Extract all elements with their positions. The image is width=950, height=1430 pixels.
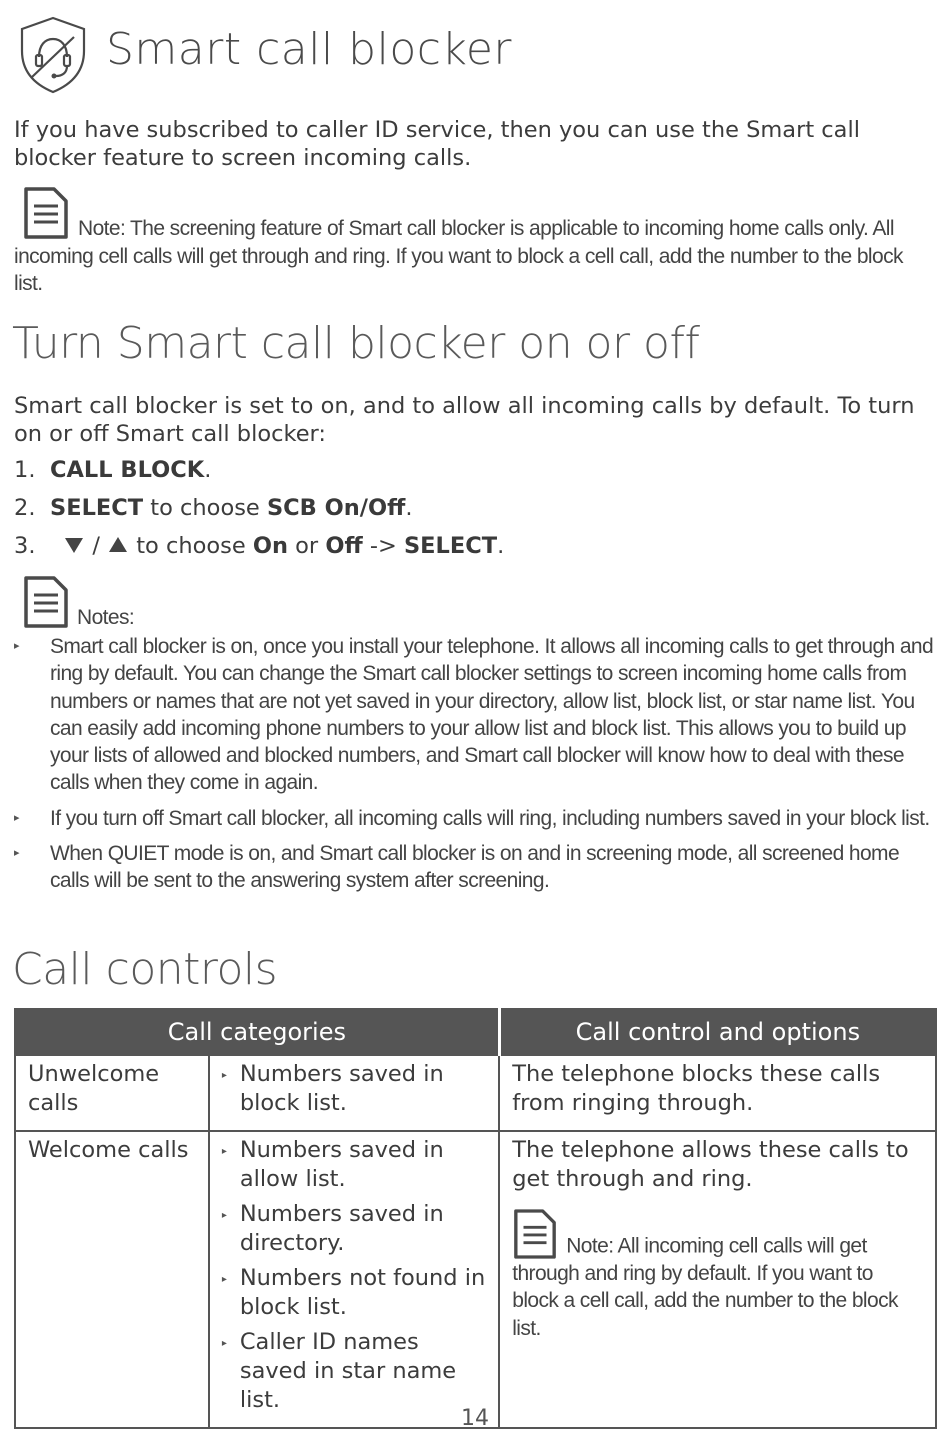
table-row	[15, 1055, 936, 1131]
section-heading-call-controls: Call controls	[12, 944, 278, 995]
category-cell: Welcome calls	[15, 1131, 209, 1428]
category-items-cell	[209, 1055, 499, 1131]
section-heading-turn-on-off: Turn Smart call blocker on or off	[12, 318, 700, 369]
down-arrow-icon	[63, 536, 85, 554]
page-title: Smart call blocker	[106, 24, 513, 75]
bullet-arrow-icon: ▸	[14, 847, 19, 860]
list-item: ▸ If you turn off Smart call blocker, all incoming calls will ring, including numbers saved in your block list.	[14, 805, 936, 832]
bullet-arrow-icon: ▸	[14, 811, 19, 824]
intro-paragraph: If you have subscribed to caller ID service, then you can use the Smart call blocker feature to screen incoming calls.	[14, 117, 860, 171]
list-item: ▸ Caller ID names saved in star name list.	[221, 1329, 457, 1413]
note-icon	[512, 1208, 558, 1260]
bullet-arrow-icon: ▸	[14, 640, 19, 652]
section-paragraph: Smart call blocker is set to on, and to allow all incoming calls by default. To turn on or off Smart call blocker:	[14, 393, 915, 447]
list-item: ▸ When QUIET mode is on, and Smart call blocker is on and in screening mode, all screened home calls will be sent to the answering system after screening.	[14, 842, 900, 893]
bullet-arrow-icon: ▸	[221, 1338, 227, 1349]
page-number: 14	[461, 1406, 489, 1430]
option-scb-on-off: SCB On/Off	[266, 495, 406, 521]
up-arrow-icon	[107, 536, 129, 554]
bullet-arrow-icon: ▸	[221, 1274, 227, 1285]
list-item: ▸ Numbers saved in directory.	[221, 1201, 444, 1256]
call-controls-table	[14, 1008, 937, 1429]
control-cell: The telephone allows these calls to get through and ring. Note: All incoming cell calls will get through and ring by default. If you want to block a cell call, add the number to the block list.	[499, 1131, 936, 1428]
list-item: ▸ Smart call blocker is on, once you install your telephone. It allows all incoming calls to get through and ring by default. You can change the Smart call blocker settings to screen incoming home calls from numbers or names that are not yet saved in your directory, allow list, block list, or star name list. You can easily add incoming phone numbers to your allow list and block list. This allows you to build up your lists of allowed and blocked numbers, and Smart call blocker will know how to deal with these calls when they come in again.	[14, 635, 934, 795]
key-select: SELECT	[403, 533, 498, 559]
screening-note: Note: The screening feature of Smart call blocker is applicable to incoming home calls only. All incoming cell calls will get through and ring. If you want to block a cell call, add the number to the block list.	[14, 217, 903, 295]
category-items-cell	[209, 1131, 499, 1428]
list-item: ▸ Numbers not found in block list.	[221, 1265, 486, 1320]
key-select: SELECT	[50, 495, 144, 521]
step-3: 3. / to choose On or Off -> SELECT.	[14, 533, 505, 559]
category-cell: Unwelcome calls	[15, 1055, 209, 1131]
cell-note: Note: All incoming cell calls will get through and ring by default. If you want to block a cell call, add the number to the block list.	[512, 1208, 923, 1342]
bullet-arrow-icon: ▸	[221, 1210, 227, 1221]
shield-headset-icon	[18, 15, 88, 95]
step-1: 1. CALL BLOCK.	[14, 457, 212, 483]
bullet-arrow-icon: ▸	[221, 1146, 227, 1157]
key-call-block: CALL BLOCK	[50, 457, 205, 483]
option-off: Off	[325, 533, 363, 559]
control-cell: The telephone blocks these calls from ringing through.	[499, 1055, 936, 1131]
step-2: 2. SELECT to choose SCB On/Off.	[14, 495, 413, 521]
notes-label: Notes:	[77, 606, 135, 629]
bullet-arrow-icon: ▸	[221, 1070, 227, 1081]
note-icon	[22, 575, 70, 629]
list-item: ▸ Numbers saved in allow list.	[221, 1137, 444, 1192]
notes-list	[14, 633, 936, 903]
list-item: ▸ Numbers saved in block list.	[221, 1061, 444, 1116]
column-header-categories: Call categories	[15, 1009, 499, 1055]
column-header-options: Call control and options	[499, 1009, 936, 1055]
page-header	[18, 14, 88, 96]
table-header-row	[15, 1009, 936, 1055]
table-row	[15, 1131, 936, 1428]
option-on: On	[252, 533, 288, 559]
